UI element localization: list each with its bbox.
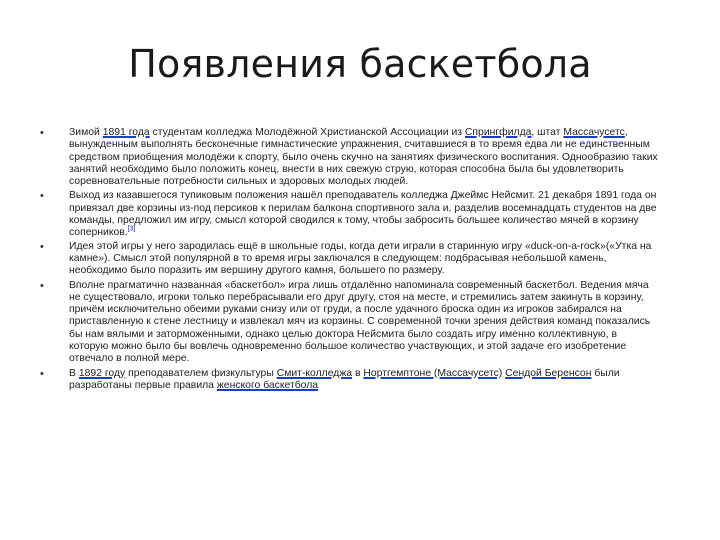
bullet-item-naismith	[40, 190, 658, 239]
bullet-dot-icon: •	[40, 127, 44, 139]
bullet-item-winter-1891	[40, 127, 658, 188]
bullet-text: , штат	[531, 127, 564, 138]
bullet-item-early-basketball	[40, 280, 658, 366]
bullet-text: были разработаны первые правила	[69, 367, 620, 391]
bullet-dot-icon: •	[40, 367, 44, 380]
bullet-text: преподавателем физкультуры	[125, 367, 277, 379]
bullet-item-womens-basketball	[40, 368, 658, 393]
bullet-text: В	[69, 367, 79, 379]
link-senda-berenson[interactable]: Сендой Беренсон	[505, 367, 592, 379]
link-smith-college[interactable]: Смит-колледжа	[276, 367, 353, 379]
bullet-dot-icon: •	[40, 240, 44, 253]
link-1892-year[interactable]: 1892 году	[78, 367, 126, 379]
bullet-text: Выход из казавшегося тупиковым положения нашёл преподаватель колледжа Джеймс Нейсмит. 21 декабря 1891 года он привязал две корзины из-под персиков к перилам балкона спортивного зала и, разделив восемнадцать студентов на две команды, предложил им игру, смысл которой сводился к тому, чтобы забросить большее количество мячей в корзину соперников.	[69, 190, 657, 239]
bullet-text: Вполне прагматично названная «баскетбол» игра лишь отдалённо напоминала современный баскетбол. Ведения мяча не существовало, игроки только перебрасывали его друг другу, стоя на месте, и стремились затем закинуть в корзину, причём исключительно обеими руками снизу или от груди, а после удачного броска один из игроков забирался на приставленную к стене лестницу и извлекал мяч из корзины. С современной точки зрения действия команд показались бы нам вялыми и заторможенными, однако целью доктора Нейсмита было создать игру именно коллективную, в которую можно было бы вовлечь одновременно большое количество участвующих, и этой задаче его изобретение отвечало в полной мере.	[69, 279, 651, 365]
link-1891-year[interactable]: 1891 года	[102, 127, 150, 138]
bullet-text: Идея этой игры у него зародилась ещё в школьные годы, когда дети играли в старинную игру «duck-on-a-rock»(«Утка на камне»). Смысл этой популярной в то время игры заключался в следующем: подбрасывая небольшой камень, необходимо было поразить им вершину другого камня, большего по размеру.	[69, 240, 652, 277]
bullet-text: Зимой	[69, 127, 103, 138]
bullet-list	[40, 127, 658, 392]
bullet-text: , вынужденным выполнять бесконечные гимнастические упражнения, считавшиеся в то время едва ли не единственным средством приобщения молодёжи к спорту, было очень скучно на занятиях физического воспитания. Однообразию таких занятий необходимо было положить конец, внести в них свежую струю, которая способна была бы удовлетворить соревновательные потребности сильных и здоровых молодых людей.	[69, 127, 658, 188]
bullet-item-duck-on-a-rock	[40, 241, 658, 278]
link-womens-basketball[interactable]: женского баскетбола	[216, 379, 319, 391]
link-massachusetts[interactable]: Массачусетс	[563, 127, 625, 138]
bullet-dot-icon: •	[40, 279, 44, 292]
reference-link-3[interactable]: [3]	[127, 225, 136, 233]
link-springfield[interactable]: Спрингфилда	[464, 127, 532, 138]
link-northampton[interactable]: Нортгемптоне (Массачусетс)	[363, 367, 503, 379]
bullet-dot-icon: •	[40, 190, 44, 203]
slide-title: Появления баскетбола	[128, 42, 592, 86]
bullet-text: студентам колледжа Молодёжной Христианской Ассоциации из	[149, 127, 465, 138]
bullet-text: в	[352, 367, 364, 379]
